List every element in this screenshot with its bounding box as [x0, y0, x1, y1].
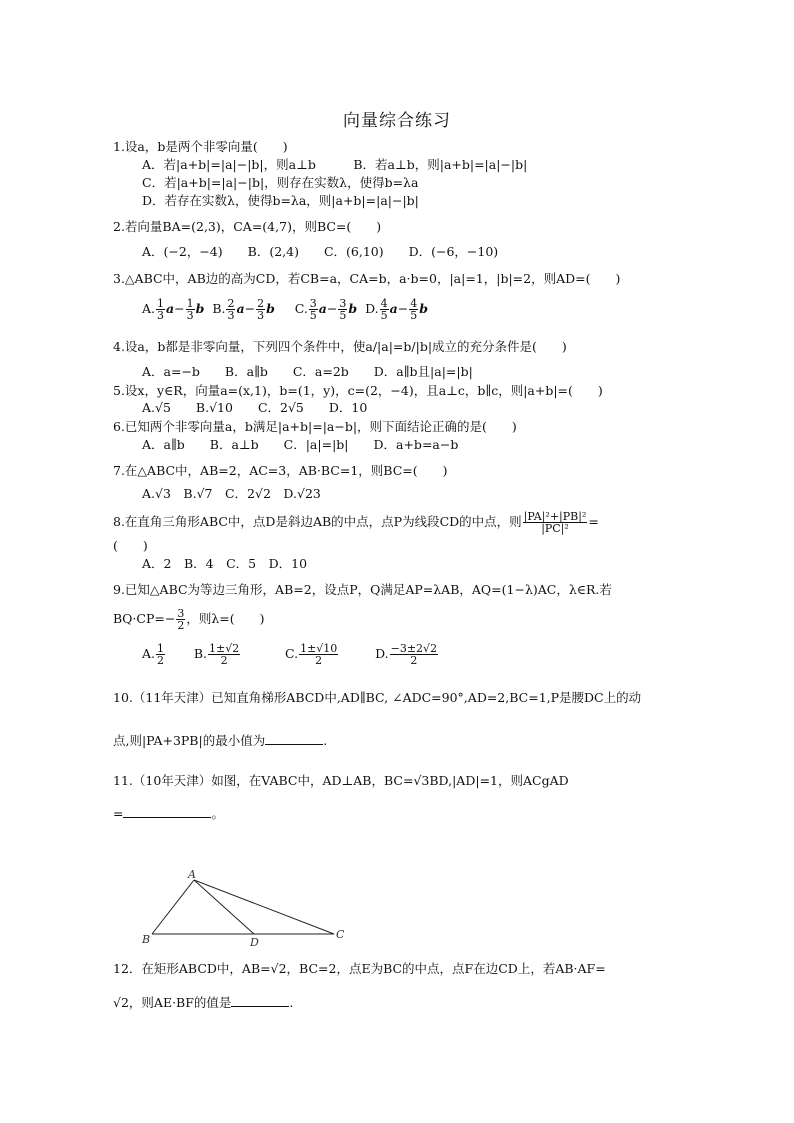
- q8-options: A．2 B．4 C．5 D．10: [142, 556, 308, 571]
- vertex-label-a: A: [188, 868, 196, 881]
- q3-stem: 3.△ABC中，AB边的高为CD，若CB=a，CA=b，a·b=0，|a|=1，|b|=2，则AD=( ): [113, 271, 621, 286]
- fraction: $\frac{3}{5}$: [309, 297, 317, 322]
- q6-options: A．a∥b B．a⊥b C．|a|=|b| D．a+b=a−b: [142, 437, 459, 452]
- q11-equals: =: [113, 806, 124, 821]
- segment-ac: [194, 880, 334, 934]
- segment-ab: [152, 880, 194, 934]
- q12-stem: 12．在矩形ABCD中，AB=√2，BC=2，点E为BC的中点，点F在边CD上，若AB·AF=: [113, 961, 606, 976]
- q10-stem-line2-text: 点,则|PA+3PB|的最小值为: [113, 733, 266, 748]
- q11-stem: 11.（10年天津）如图，在VABC中，AD⊥AB，BC=√3BD,|AD|=1，则ACgAD: [113, 773, 569, 788]
- q3-option-a-label: A.: [142, 301, 156, 316]
- q9-option-d-label: D.: [375, 646, 389, 661]
- q7-stem: 7.在△ABC中，AB=2，AC=3，AB·BC=1，则BC=( ): [113, 463, 448, 478]
- q10-stem: 10.（11年天津）已知直角梯形ABCD中,AD∥BC, ∠ADC=90°,AD=2,BC=1,P是腰DC上的动: [113, 690, 642, 705]
- q9-option-b-fraction: $\frac{1\pm√2}{2}$: [209, 642, 240, 667]
- fraction: $\frac{2}{3}$: [227, 297, 235, 322]
- vertex-label-d: D: [250, 936, 259, 948]
- fraction: $\frac{4}{5}$: [380, 297, 388, 322]
- q8-fraction-den: |PC|²: [541, 522, 569, 535]
- q8-bracket: ( ): [113, 538, 148, 553]
- q3-option-b-label: B.: [212, 301, 226, 316]
- q8-fraction-num: |PA|²+|PB|²: [523, 510, 587, 523]
- answer-blank[interactable]: [231, 994, 289, 1007]
- fraction: $\frac{2}{3}$: [257, 297, 265, 322]
- vertex-label-b: B: [142, 933, 151, 946]
- q3-option-d-label: D.: [365, 301, 379, 316]
- q2-options: A．(−2，−4) B．(2,4) C．(6,10) D．(−6，−10): [142, 244, 499, 259]
- fraction: $\frac{3}{2}$: [177, 607, 185, 632]
- q3-option-c-label: C.: [294, 301, 308, 316]
- q9-option-b-label: B.: [193, 646, 208, 661]
- fraction: $\frac{3}{5}$: [339, 297, 347, 322]
- q9-options: [142, 643, 439, 666]
- q9-option-a-label: A.: [142, 646, 156, 661]
- q9-stem-line2: [113, 608, 265, 631]
- answer-blank[interactable]: [123, 805, 211, 818]
- q11-stem-line2: = 。: [113, 806, 224, 821]
- fraction: $\frac{1}{3}$: [186, 297, 194, 322]
- fraction: $\frac{1}{3}$: [157, 297, 165, 322]
- q2-stem: 2.若向量BA=(2,3)，CA=(4,7)，则BC=( ): [113, 219, 382, 234]
- q9-option-a-fraction: $\frac{1}{2}$: [157, 642, 165, 667]
- q1-option-c: C．若|a+b|=|a|−|b|，则存在实数λ，使得b=λa: [142, 175, 419, 190]
- q12-stem-line2: √2，则AE·BF的值是 .: [113, 995, 294, 1010]
- q5-options: A.√5 B.√10 C．2√5 D．10: [142, 400, 368, 415]
- triangle-figure: [138, 868, 348, 948]
- vertex-label-c: C: [336, 928, 345, 941]
- q1-options-ab: A．若|a+b|=|a|−|b|，则a⊥b B．若a⊥b，则|a+b|=|a|−|b|: [142, 157, 528, 172]
- q9-option-c-fraction: $\frac{1\pm√10}{2}$: [300, 642, 338, 667]
- q1-stem: 1.设a，b是两个非零向量( ): [113, 139, 288, 154]
- q1-option-d: D．若存在实数λ，使得b=λa，则|a+b|=|a|−|b|: [142, 193, 419, 208]
- q9-stem: 9.已知△ABC为等边三角形，AB=2，设点P，Q满足AP=λAB，AQ=(1−λ)AC，λ∈R.若: [113, 582, 612, 597]
- q4-stem: 4.设a，b都是非零向量，下列四个条件中，使a/|a|=b/|b|成立的充分条件是( ): [113, 339, 567, 354]
- q8-fraction: [523, 511, 588, 534]
- q9-option-c-label: C.: [284, 646, 299, 661]
- q9-stem-line2-pre: BQ·CP=−: [113, 611, 176, 626]
- q6-stem: 6.已知两个非零向量a，b满足|a+b|=|a−b|，则下面结论正确的是( ): [113, 419, 517, 434]
- q12-stem-line2-text: √2，则AE·BF的值是: [113, 995, 232, 1010]
- q10-stem-line2: 点,则|PA+3PB|的最小值为 .: [113, 733, 328, 748]
- q7-options: A.√3 B.√7 C．2√2 D.√23: [142, 486, 321, 501]
- q8-stem-text: 8.在直角三角形ABC中，点D是斜边AB的中点，点P为线段CD的中点，则: [113, 514, 522, 529]
- q3-options: A. $\frac{1}{3}$ a− $\frac{1}{3}$ b B. $\frac{2}{3}$ a− $\frac{2}{3}$ b C. $\frac{3}{5}$ a− $\frac{3}{5}$ b D. $\frac{4}{5}$ a− $\frac{4}{5}$ b: [142, 297, 428, 322]
- answer-blank[interactable]: [265, 732, 323, 745]
- q8-stem: 8.在直角三角形ABC中，点D是斜边AB的中点，点P为线段CD的中点，则 $\frac{\text{|PA|²+|PB|²}}{\text{|PC|²}}$ =: [113, 510, 599, 535]
- segment-ad: [194, 880, 254, 934]
- q5-stem: 5.设x，y∈R，向量a=(x,1)，b=(1，y)，c=(2，−4)，且a⊥c，b∥c，则|a+b|=( ): [113, 383, 603, 398]
- page-title: 向量综合练习: [343, 111, 451, 131]
- q9-stem-line2-post: ，则λ=( ): [186, 611, 265, 626]
- q4-options: A．a=−b B．a∥b C．a=2b D．a∥b且|a|=|b|: [142, 364, 473, 379]
- q9-option-d-fraction: $\frac{-3\pm 2√2}{2}$: [390, 642, 438, 667]
- fraction: $\frac{4}{5}$: [410, 297, 418, 322]
